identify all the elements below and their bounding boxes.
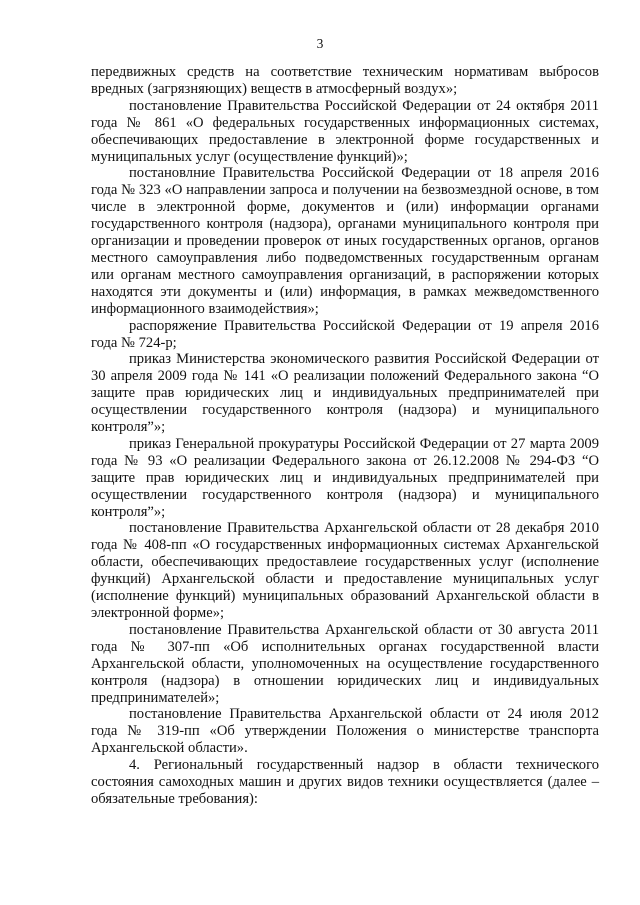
paragraph-order-93: приказ Генеральной прокуратуры Российской Федерации от 27 марта 2009 года № 93 «О реализации Федерального закона от 26.12.2008 № 294-ФЗ “О защите прав юридических лиц и индивидуальных предпринимателей при осуществлении государственного контроля (надзора) и муниципального контроля”»;	[91, 435, 599, 520]
page-number: 3	[316, 36, 324, 51]
paragraph-decree-323: постановлние Правительства Российской Федерации от 18 апреля 2016 года № 323 «О направлении запроса и получении на безвозмездной основе, в том числе в электронной форме, документов и (или) информации органами государственного контроля (надзора), органами муниципального контроля при организации и проведении проверок от иных государственных органов, органов местного самоуправления либо подведомственных государственным органам или органам местного самоуправления организаций, в распоряжении которых находятся эти документы и (или) информация, в рамках межведомственного информационного взаимодействия»;	[91, 165, 599, 317]
paragraph-order-141: приказ Министерства экономического развития Российской Федерации от 30 апреля 2009 года № 141 «О реализации положений Федерального закона “О защите прав юридических лиц и индивидуальных предпринимателей при осуществлении государственного контроля (надзора) и муниципального контроля”»;	[91, 351, 599, 436]
paragraph-continuation: передвижных средств на соответствие техническим нормативам выбросов вредных (загрязняющих) веществ в атмосферный воздух»;	[91, 64, 599, 97]
paragraph-section-4: 4. Региональный государственный надзор в области технического состояния самоходных машин и других видов техники осуществляется (далее – обязательные требования):	[91, 757, 599, 807]
paragraph-decree-861: постановление Правительства Российской Федерации от 24 октября 2011 года № 861 «О федеральных государственных информационных системах, обеспечивающих предоставление в электронной форме государственных и муниципальных услуг (осуществление функций)»;	[91, 97, 599, 165]
paragraph-order-724: распоряжение Правительства Российской Федерации от 19 апреля 2016 года № 724-р;	[91, 317, 599, 351]
paragraph-decree-319: постановление Правительства Архангельской области от 24 июля 2012 года № 319-пп «Об утверждении Положения о министерстве транспорта Архангельской области».	[91, 706, 599, 757]
paragraph-decree-307: постановление Правительства Архангельской области от 30 августа 2011 года № 307-пп «Об исполнительных органах государственной власти Архангельской области, уполномоченных на осуществление государственного контроля (надзора) в отношении юридических лиц и индивидуальных предпринимателей»;	[91, 621, 599, 706]
document-body	[91, 64, 599, 808]
paragraph-decree-408: постановление Правительства Архангельской области от 28 декабря 2010 года № 408-пп «О государственных информационных системах Архангельской области, обеспечивающих предоставлеие государственных услуг (исполнение функций) Архангельской области и предоставление муниципальных услуг (исполнение функций) муниципальных образований Архангельской области в электронной форме»;	[91, 520, 599, 621]
